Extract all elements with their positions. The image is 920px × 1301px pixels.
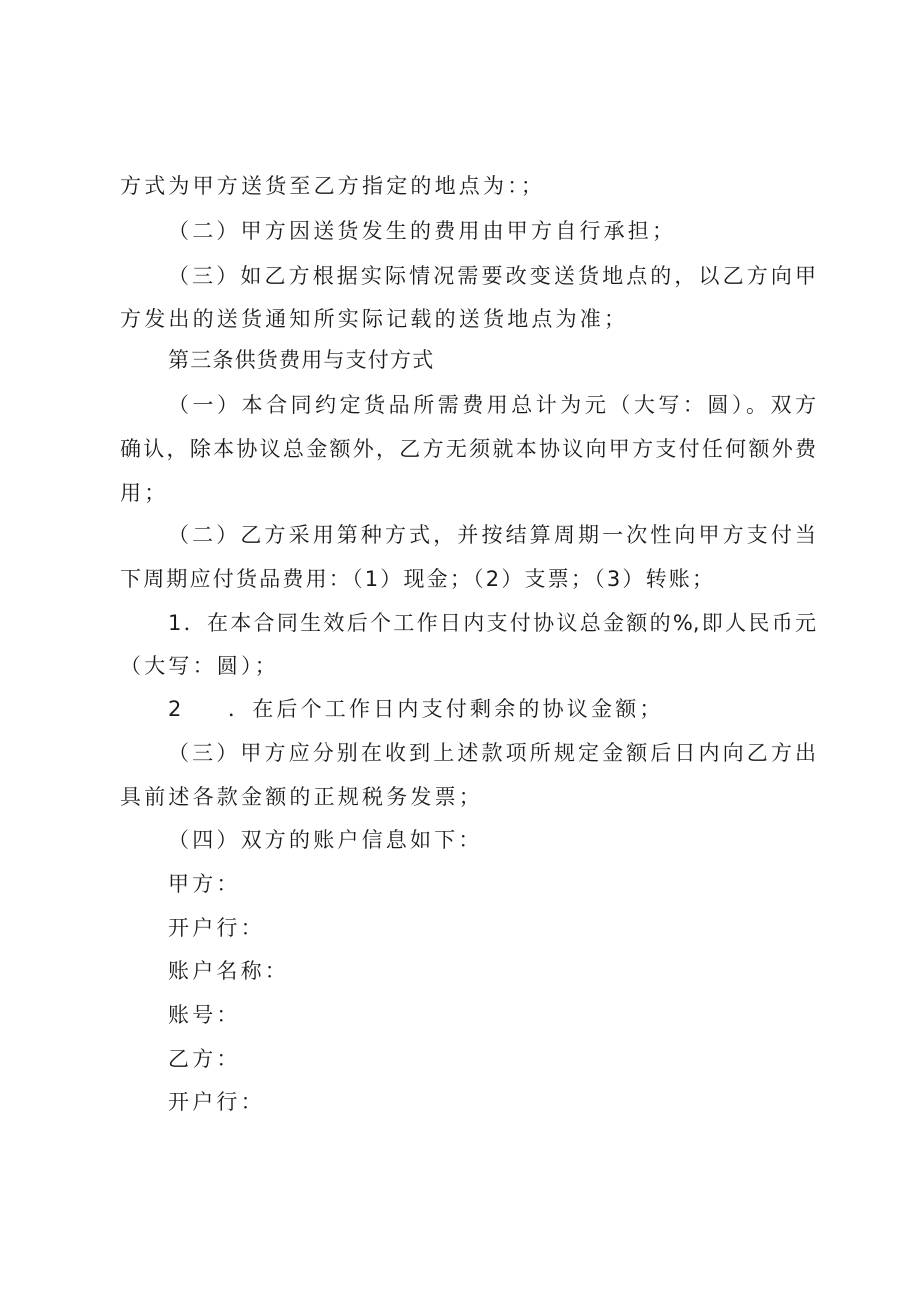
account-label: 开户行： — [168, 1090, 265, 1114]
paragraph-line-text: 1．在本合同生效后个工作日内支付协议总金额的%,即人民币元 — [168, 611, 816, 635]
paragraph-line-text: （三）甲方应分别在收到上述款项所规定金额后日内向乙方出 — [168, 741, 816, 765]
paragraph-line-text: （三）如乙方根据实际情况需要改变送货地点的，以乙方向甲 — [168, 264, 816, 288]
account-label: 开户行： — [168, 916, 265, 940]
paragraph-line: 具前述各款金额的正规税务发票； — [120, 785, 483, 809]
paragraph-line: 方发出的送货通知所实际记载的送货地点为准； — [120, 307, 629, 331]
paragraph-line: ．在后个工作日内支付剩余的协议金额； — [228, 697, 664, 721]
paragraph-line-text: （一）本合同约定货品所需费用总计为元（大写：圆）。双方 — [168, 393, 816, 417]
paragraph-line-text: 确认，除本协议总金额外，乙方无须就本协议向甲方支付任何额外费 — [120, 437, 816, 461]
paragraph-line — [168, 261, 816, 291]
list-number: 2 — [168, 697, 185, 721]
paragraph-line — [168, 390, 816, 420]
account-label: 账户名称： — [168, 959, 289, 983]
paragraph-line — [168, 738, 816, 768]
paragraph-line: （二）甲方因送货发生的费用由甲方自行承担； — [168, 219, 677, 243]
paragraph-line: （四）双方的账户信息如下： — [168, 828, 483, 852]
account-label: 乙方： — [168, 1047, 241, 1071]
account-label: 甲方： — [168, 872, 241, 896]
paragraph-line: 下周期应付货品费用：（1）现金；（2）支票；（3）转账； — [120, 567, 716, 591]
paragraph-line — [168, 608, 816, 638]
paragraph-line-text: （二）乙方采用第种方式，并按结算周期一次性向甲方支付当 — [168, 523, 816, 547]
account-label: 账号： — [168, 1003, 241, 1027]
section-heading: 第三条供货费用与支付方式 — [168, 348, 435, 372]
paragraph-line — [120, 434, 816, 464]
paragraph-line: 用； — [120, 481, 169, 505]
paragraph-line: 方式为甲方送货至乙方指定的地点为：； — [120, 174, 546, 198]
paragraph-line: （大写：圆）； — [120, 654, 279, 678]
paragraph-line — [168, 520, 816, 550]
